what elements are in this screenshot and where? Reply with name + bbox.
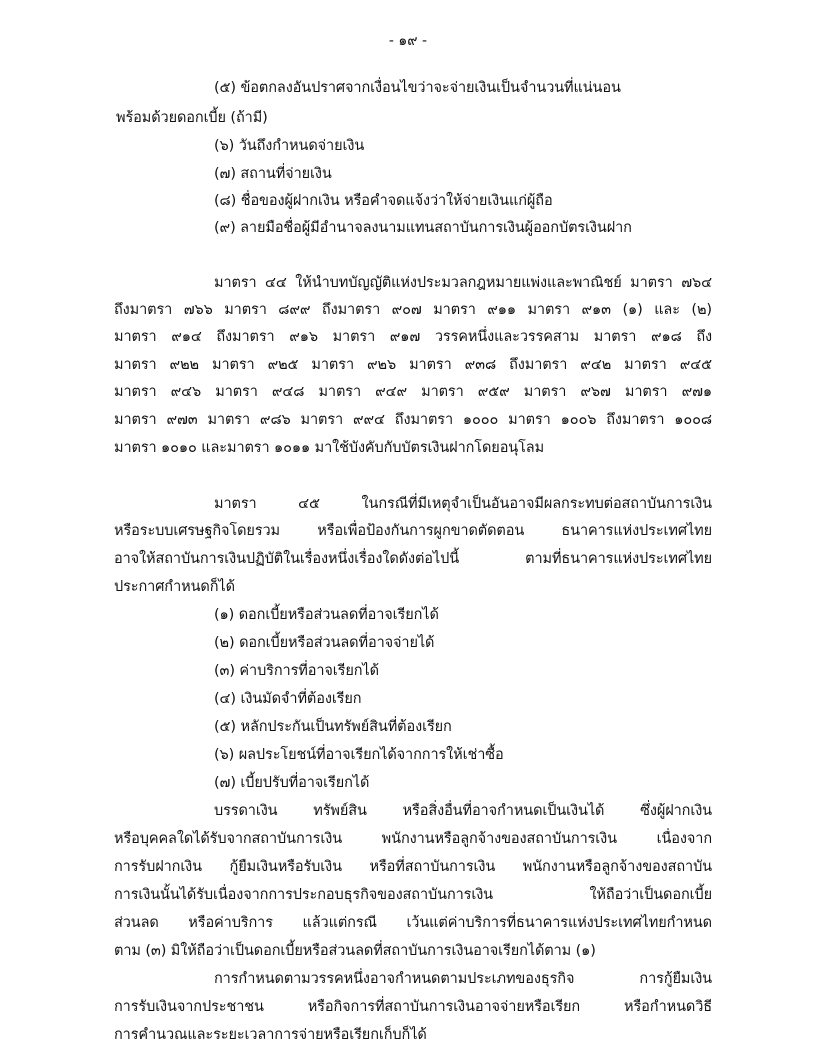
page-number: - ๑๙ - (388, 33, 428, 49)
section-44-line-4: มาตรา ๙๒๒ มาตรา ๙๒๕ มาตรา ๙๒๖ มาตรา ๙๓๘ ถึงมาตรา ๙๔๒ มาตรา ๙๔๕ (114, 357, 712, 373)
item-6: (๖) วันถึงกำหนดจ่ายเงิน (214, 138, 365, 154)
item-5-line-1: (๕) ข้อตกลงอันปราศจากเงื่อนไขว่าจะจ่ายเงินเป็นจำนวนที่แน่นอน (214, 80, 621, 96)
section-44-line-6: มาตรา ๙๗๓ มาตรา ๙๘๖ มาตรา ๙๙๔ ถึงมาตรา ๑๐๐๐ มาตรา ๑๐๐๖ ถึงมาตรา ๑๐๐๘ (114, 412, 712, 428)
section-45-item-2: (๒) ดอกเบี้ยหรือส่วนลดที่อาจจ่ายได้ (214, 635, 435, 651)
section-45-para-2-line-5: ส่วนลด หรือค่าบริการ แล้วแต่กรณี เว้นแต่ค่าบริการที่ธนาคารแห่งประเทศไทยกำหนด (114, 915, 712, 931)
section-45-item-5: (๕) หลักประกันเป็นทรัพย์สินที่ต้องเรียก (214, 719, 452, 735)
section-45-line-2: หรือระบบเศรษฐกิจโดยรวม หรือเพื่อป้องกันการผูกขาดตัดตอน ธนาคารแห่งประเทศไทย (114, 523, 712, 539)
section-45-para-2-line-2: หรือบุคคลใดได้รับจากสถาบันการเงิน พนักงานหรือลูกจ้างของสถาบันการเงิน เนื่องจาก (114, 831, 712, 847)
section-45-item-7: (๗) เบี้ยปรับที่อาจเรียกได้ (214, 775, 370, 791)
section-45-para-2-line-6: ตาม (๓) มิให้ถือว่าเป็นดอกเบี้ยหรือส่วนลดที่สถาบันการเงินอาจเรียกได้ตาม (๑) (114, 943, 596, 959)
item-8: (๘) ชื่อของผู้ฝากเงิน หรือคำจดแจ้งว่าให้จ่ายเงินแก่ผู้ถือ (214, 193, 553, 209)
section-44-line-3: มาตรา ๙๑๔ ถึงมาตรา ๙๑๖ มาตรา ๙๑๗ วรรคหนึ่งและวรรคสาม มาตรา ๙๑๘ ถึง (114, 329, 712, 345)
section-45-para-3-line-3: การคำนวณและระยะเวลาการจ่ายหรือเรียกเก็บก็ได้ (114, 1027, 427, 1043)
section-45-item-3: (๓) ค่าบริการที่อาจเรียกได้ (214, 663, 379, 679)
section-45-item-6: (๖) ผลประโยชน์ที่อาจเรียกได้จากการให้เช่าซื้อ (214, 747, 504, 763)
section-45-para-2-line-1: บรรดาเงิน ทรัพย์สิน หรือสิ่งอื่นที่อาจกำหนดเป็นเงินได้ ซึ่งผู้ฝากเงิน (214, 803, 712, 819)
section-45-line-4: ประกาศกำหนดก็ได้ (114, 579, 235, 595)
section-45-item-1: (๑) ดอกเบี้ยหรือส่วนลดที่อาจเรียกได้ (214, 607, 439, 623)
section-45-item-4: (๔) เงินมัดจำที่ต้องเรียก (214, 691, 362, 707)
section-44-line-1: มาตรา ๔๔ ให้นำบทบัญญัติแห่งประมวลกฎหมายแพ่งและพาณิชย์ มาตรา ๗๖๔ (214, 275, 712, 291)
section-45-para-3-line-2: การรับเงินจากประชาชน หรือกิจการที่สถาบันการเงินอาจจ่ายหรือเรียก หรือกำหนดวิธี (114, 999, 712, 1015)
section-45-para-2-line-3: การรับฝากเงิน กู้ยืมเงินหรือรับเงิน หรือที่สถาบันการเงิน พนักงานหรือลูกจ้างของสถาบัน (114, 859, 712, 875)
section-44-line-7: มาตรา ๑๐๑๐ และมาตรา ๑๐๑๑ มาใช้บังคับกับบัตรเงินฝากโดยอนุโลม (114, 440, 545, 456)
item-5-line-2: พร้อมด้วยดอกเบี้ย (ถ้ามี) (116, 110, 268, 126)
section-45-line-1: มาตรา ๔๕ ในกรณีที่มีเหตุจำเป็นอันอาจมีผลกระทบต่อสถาบันการเงิน (214, 496, 712, 512)
section-44-line-5: มาตรา ๙๔๖ มาตรา ๙๔๘ มาตรา ๙๔๙ มาตรา ๙๕๙ มาตรา ๙๖๗ มาตรา ๙๗๑ (114, 384, 712, 400)
item-7: (๗) สถานที่จ่ายเงิน (214, 166, 332, 182)
section-45-para-3-line-1: การกำหนดตามวรรคหนึ่งอาจกำหนดตามประเภทของธุรกิจ การกู้ยืมเงิน (214, 971, 712, 987)
section-45-line-3: อาจให้สถาบันการเงินปฏิบัติในเรื่องหนึ่งเรื่องใดดังต่อไปนี้ ตามที่ธนาคารแห่งประเทศไทย (114, 551, 712, 567)
section-44-line-2: ถึงมาตรา ๗๖๖ มาตรา ๘๙๙ ถึงมาตรา ๙๐๗ มาตรา ๙๑๑ มาตรา ๙๑๓ (๑) และ (๒) (114, 302, 712, 318)
section-45-para-2-line-4: การเงินนั้นได้รับเนื่องจากการประกอบธุรกิจของสถาบันการเงิน ให้ถือว่าเป็นดอกเบี้ย (114, 887, 712, 903)
item-9: (๙) ลายมือชื่อผู้มีอำนาจลงนามแทนสถาบันการเงินผู้ออกบัตรเงินฝาก (214, 220, 632, 236)
